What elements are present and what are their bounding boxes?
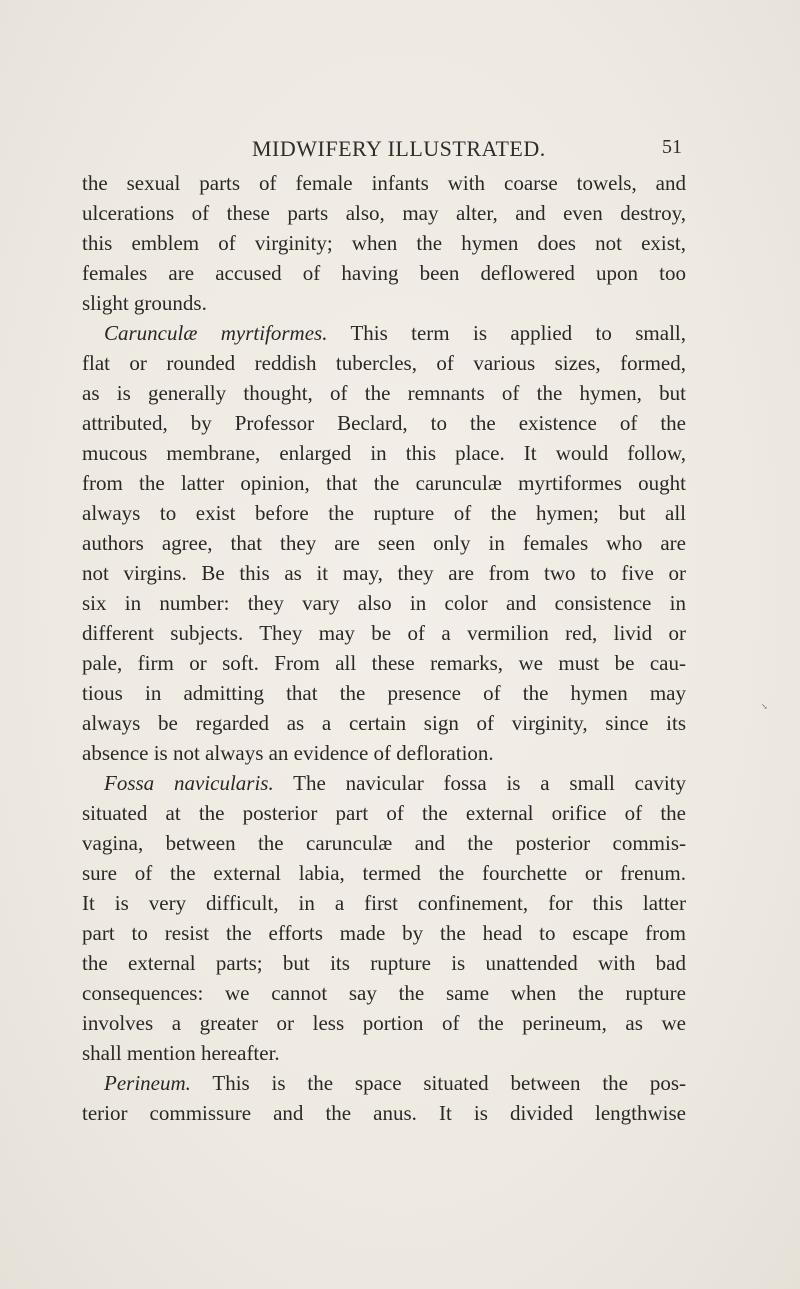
- text-line: as is generally thought, of the remnants of the hymen, but: [82, 381, 686, 405]
- text-line: different subjects. They may be of a vermilion red, livid or: [82, 621, 686, 645]
- text-line: shall mention hereafter.: [82, 1041, 280, 1065]
- text-line: attributed, by Professor Beclard, to the existence of the: [82, 411, 686, 435]
- text-line: sure of the external labia, termed the fourchette or frenum.: [82, 861, 686, 885]
- text-line: this emblem of virginity; when the hymen does not exist,: [82, 231, 686, 255]
- text-line: the sexual parts of female infants with coarse towels, and: [82, 171, 686, 195]
- section-term: Perineum.: [104, 1071, 191, 1095]
- text-line: from the latter opinion, that the carunculæ myrtiformes ought: [82, 471, 686, 495]
- margin-speck-mark: ↘: [761, 702, 768, 711]
- running-head: MIDWIFERY ILLUSTRATED.: [252, 136, 546, 161]
- text-line: flat or rounded reddish tubercles, of various sizes, formed,: [82, 351, 686, 375]
- page-header: [82, 136, 682, 166]
- text-line: It is very difficult, in a first confinement, for this latter: [82, 891, 686, 915]
- paragraph-start-line: Fossa navicularis. The navicular fossa is a small cavity: [104, 771, 686, 795]
- text-line: always to exist before the rupture of the hymen; but all: [82, 501, 686, 525]
- text-line: pale, firm or soft. From all these remarks, we must be cau-: [82, 651, 686, 675]
- page-number: 51: [662, 136, 682, 158]
- section-term: Fossa navicularis.: [104, 771, 274, 795]
- text-line: involves a greater or less portion of the perineum, as we: [82, 1011, 686, 1035]
- text-line: the external parts; but its rupture is unattended with bad: [82, 951, 686, 975]
- text-line: ulcerations of these parts also, may alter, and even destroy,: [82, 201, 686, 225]
- paragraph-start-line: Perineum. This is the space situated between the pos-: [104, 1071, 686, 1095]
- text-line: tious in admitting that the presence of the hymen may: [82, 681, 686, 705]
- section-term: Carunculæ myrtiformes.: [104, 321, 328, 345]
- text-line: terior commissure and the anus. It is divided lengthwise: [82, 1101, 686, 1125]
- text-line: situated at the posterior part of the external orifice of the: [82, 801, 686, 825]
- text-line: mucous membrane, enlarged in this place. It would follow,: [82, 441, 686, 465]
- text-line: slight grounds.: [82, 291, 207, 315]
- text-line: always be regarded as a certain sign of virginity, since its: [82, 711, 686, 735]
- text-line: part to resist the efforts made by the head to escape from: [82, 921, 686, 945]
- text-line: absence is not always an evidence of defloration.: [82, 741, 494, 765]
- body-text: [82, 168, 686, 1128]
- text-line: females are accused of having been deflowered upon too: [82, 261, 686, 285]
- text-line: not virgins. Be this as it may, they are from two to five or: [82, 561, 686, 585]
- text-line: authors agree, that they are seen only in females who are: [82, 531, 686, 555]
- paragraph-start-line: Carunculæ myrtiformes. This term is applied to small,: [104, 321, 686, 345]
- text-line: consequences: we cannot say the same when the rupture: [82, 981, 686, 1005]
- text-line: vagina, between the carunculæ and the posterior commis-: [82, 831, 686, 855]
- text-line: six in number: they vary also in color and consistence in: [82, 591, 686, 615]
